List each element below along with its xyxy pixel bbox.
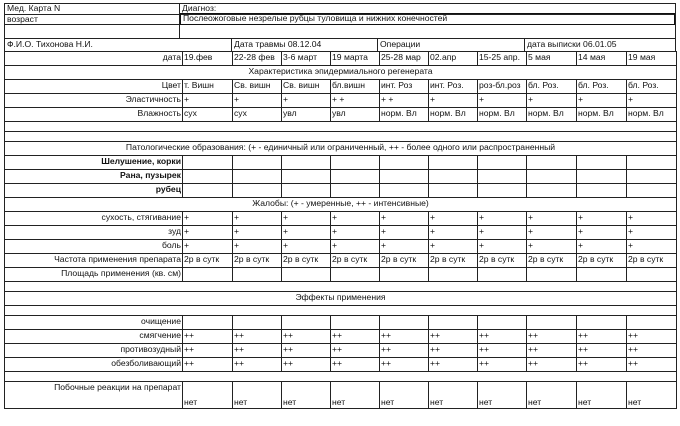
- value-cell: увл: [282, 108, 331, 122]
- date-cell: 19 марта: [331, 52, 380, 66]
- value-cell: +: [233, 94, 282, 108]
- value-cell: сух: [233, 108, 282, 122]
- side-effects-row: [5, 382, 677, 409]
- date-row-label: дата: [5, 52, 183, 66]
- value-cell: +: [627, 212, 677, 226]
- value-cell: [331, 316, 380, 330]
- empty-cell: [331, 156, 380, 170]
- discharge-date: дата выписки 06.01.05: [527, 39, 617, 49]
- date-row: [5, 52, 677, 66]
- med-card-number-label: Мед. Карта N: [7, 3, 61, 13]
- empty-cell: [233, 184, 282, 198]
- diagnosis-box: [180, 13, 675, 25]
- value-cell: +: [527, 94, 577, 108]
- date-cell: 19 мая: [627, 52, 677, 66]
- epidermis-row: [5, 94, 677, 108]
- side-effect-cell: нет: [331, 382, 380, 409]
- blank-cell: [5, 132, 677, 142]
- value-cell: ++: [478, 344, 527, 358]
- observation-table: [4, 51, 677, 409]
- value-cell: [233, 316, 282, 330]
- side-effect-cell: нет: [282, 382, 331, 409]
- patient-name: Ф.И.О. Тихонова Н.И.: [7, 39, 93, 49]
- value-cell: ++: [429, 330, 478, 344]
- value-cell: +: [380, 226, 429, 240]
- value-cell: [527, 316, 577, 330]
- empty-cell: [429, 184, 478, 198]
- blank-row: [5, 372, 677, 382]
- value-cell: 2р в сутк: [183, 254, 233, 268]
- pathology-row: [5, 156, 677, 170]
- value-cell: ++: [282, 344, 331, 358]
- value-cell: [183, 268, 233, 282]
- value-cell: [282, 316, 331, 330]
- empty-cell: [183, 170, 233, 184]
- blank-row: [5, 122, 677, 132]
- value-cell: +: [577, 240, 627, 254]
- value-cell: +: [183, 94, 233, 108]
- value-cell: Св. вишн: [233, 80, 282, 94]
- value-cell: сух: [183, 108, 233, 122]
- value-cell: [627, 316, 677, 330]
- row-label: зуд: [5, 226, 183, 240]
- empty-cell: [331, 184, 380, 198]
- empty-cell: [233, 170, 282, 184]
- empty-cell: [380, 156, 429, 170]
- diagnosis-label: Диагноз:: [182, 3, 217, 13]
- empty-cell: [627, 156, 677, 170]
- value-cell: +: [627, 94, 677, 108]
- value-cell: [429, 316, 478, 330]
- value-cell: т. Вишн: [183, 80, 233, 94]
- value-cell: [380, 316, 429, 330]
- date-cell: 15-25 апр.: [478, 52, 527, 66]
- row-label: противозудный: [5, 344, 183, 358]
- section-title: Жалобы: (+ - умеренные, ++ - интенсивные): [5, 198, 677, 212]
- blank-row: [5, 132, 677, 142]
- effect-row: [5, 316, 677, 330]
- row-label: очищение: [5, 316, 183, 330]
- value-cell: [233, 268, 282, 282]
- value-cell: +: [282, 94, 331, 108]
- value-cell: бл. Роз.: [577, 80, 627, 94]
- value-cell: ++: [577, 358, 627, 372]
- date-cell: 02.апр: [429, 52, 478, 66]
- value-cell: +: [183, 226, 233, 240]
- blank-row: [5, 306, 677, 316]
- value-cell: 2р в сутк: [478, 254, 527, 268]
- value-cell: +: [380, 240, 429, 254]
- value-cell: +: [478, 212, 527, 226]
- empty-cell: [478, 184, 527, 198]
- empty-cell: [577, 156, 627, 170]
- value-cell: увл: [331, 108, 380, 122]
- empty-cell: [233, 156, 282, 170]
- value-cell: ++: [380, 358, 429, 372]
- empty-cell: [478, 156, 527, 170]
- value-cell: ++: [183, 358, 233, 372]
- value-cell: +: [183, 240, 233, 254]
- value-cell: +: [282, 226, 331, 240]
- value-cell: [380, 268, 429, 282]
- date-cell: 3-6 март: [282, 52, 331, 66]
- complaint-row: [5, 240, 677, 254]
- side-effect-cell: нет: [478, 382, 527, 409]
- value-cell: +: [233, 212, 282, 226]
- value-cell: ++: [233, 344, 282, 358]
- empty-cell: [577, 170, 627, 184]
- empty-cell: [527, 184, 577, 198]
- empty-cell: [627, 170, 677, 184]
- empty-cell: [429, 170, 478, 184]
- value-cell: ++: [331, 358, 380, 372]
- date-cell: 25-28 мар: [380, 52, 429, 66]
- side-effect-cell: нет: [380, 382, 429, 409]
- value-cell: ++: [331, 330, 380, 344]
- empty-cell: [282, 184, 331, 198]
- empty-cell: [429, 156, 478, 170]
- value-cell: Св. вишн: [282, 80, 331, 94]
- value-cell: ++: [577, 330, 627, 344]
- pathology-label: рубец: [5, 184, 183, 198]
- side-effect-cell: нет: [429, 382, 478, 409]
- complaint-row: [5, 268, 677, 282]
- side-effect-cell: нет: [577, 382, 627, 409]
- value-cell: норм. Вл: [577, 108, 627, 122]
- value-cell: +: [233, 240, 282, 254]
- value-cell: +: [429, 212, 478, 226]
- blank-row: [5, 282, 677, 292]
- diagnosis-text: Послеожоговые незрелые рубцы туловища и нижних конечностей: [183, 13, 448, 23]
- value-cell: +: [478, 226, 527, 240]
- value-cell: [331, 268, 380, 282]
- pathology-row: [5, 184, 677, 198]
- value-cell: 2р в сутк: [429, 254, 478, 268]
- value-cell: [183, 316, 233, 330]
- side-effect-cell: нет: [183, 382, 233, 409]
- value-cell: бл. Роз.: [627, 80, 677, 94]
- row-label: смягчение: [5, 330, 183, 344]
- value-cell: ++: [380, 330, 429, 344]
- empty-cell: [380, 184, 429, 198]
- value-cell: ++: [478, 330, 527, 344]
- blank-cell: [5, 282, 677, 292]
- pathology-label: Рана, пузырек: [5, 170, 183, 184]
- empty-cell: [627, 184, 677, 198]
- value-cell: 2р в сутк: [527, 254, 577, 268]
- value-cell: [577, 316, 627, 330]
- date-cell: 14 мая: [577, 52, 627, 66]
- side-effect-cell: нет: [527, 382, 577, 409]
- value-cell: +: [331, 240, 380, 254]
- value-cell: +: [627, 240, 677, 254]
- value-cell: +: [627, 226, 677, 240]
- effects-section-title: [5, 292, 677, 306]
- effect-row: [5, 344, 677, 358]
- value-cell: ++: [183, 344, 233, 358]
- date-cell: 5 мая: [527, 52, 577, 66]
- value-cell: ++: [183, 330, 233, 344]
- value-cell: 2р в сутк: [282, 254, 331, 268]
- value-cell: ++: [429, 344, 478, 358]
- blank-cell: [5, 306, 677, 316]
- row-label: Цвет: [5, 80, 183, 94]
- epidermis-row: [5, 80, 677, 94]
- date-cell: 19.фев: [183, 52, 233, 66]
- value-cell: ++: [527, 358, 577, 372]
- value-cell: +: [282, 240, 331, 254]
- value-cell: 2р в сутк: [233, 254, 282, 268]
- value-cell: норм. Вл: [527, 108, 577, 122]
- value-cell: +: [183, 212, 233, 226]
- value-cell: 2р в сутк: [380, 254, 429, 268]
- section-title: Эффекты применения: [5, 292, 677, 306]
- complaint-row: [5, 254, 677, 268]
- empty-cell: [282, 156, 331, 170]
- value-cell: ++: [233, 358, 282, 372]
- value-cell: ++: [527, 330, 577, 344]
- section-title: Характеристика эпидермиального регенерата: [5, 66, 677, 80]
- value-cell: +: [331, 226, 380, 240]
- value-cell: +: [527, 212, 577, 226]
- effect-row: [5, 358, 677, 372]
- value-cell: ++: [627, 344, 677, 358]
- trauma-date: Дата травмы 08.12.04: [234, 39, 322, 49]
- patient-header: [4, 3, 676, 51]
- empty-cell: [577, 184, 627, 198]
- value-cell: инт. Роз.: [429, 80, 478, 94]
- value-cell: [478, 268, 527, 282]
- epidermis-row: [5, 108, 677, 122]
- value-cell: +: [478, 240, 527, 254]
- value-cell: [429, 268, 478, 282]
- empty-cell: [183, 184, 233, 198]
- value-cell: бл. Роз.: [527, 80, 577, 94]
- value-cell: ++: [577, 344, 627, 358]
- value-cell: 2р в сутк: [577, 254, 627, 268]
- age-label: возраст: [7, 14, 38, 24]
- value-cell: ++: [627, 358, 677, 372]
- row-label: обезболивающий: [5, 358, 183, 372]
- section-title: Патологические образования: (+ - единичный или ограниченный, ++ - более одного или распространенный: [5, 142, 677, 156]
- value-cell: +: [331, 212, 380, 226]
- row-label: Эластичность: [5, 94, 183, 108]
- value-cell: [282, 268, 331, 282]
- value-cell: [478, 316, 527, 330]
- value-cell: +: [380, 212, 429, 226]
- value-cell: 2р в сутк: [331, 254, 380, 268]
- value-cell: бл.вишн: [331, 80, 380, 94]
- empty-cell: [282, 170, 331, 184]
- value-cell: +: [527, 226, 577, 240]
- row-label: Площадь применения (кв. см): [5, 268, 183, 282]
- empty-cell: [527, 170, 577, 184]
- value-cell: ++: [478, 358, 527, 372]
- value-cell: ++: [527, 344, 577, 358]
- row-label: боль: [5, 240, 183, 254]
- complaints-section-title: [5, 198, 677, 212]
- complaint-row: [5, 212, 677, 226]
- row-label: Частота применения препарата: [5, 254, 183, 268]
- value-cell: ++: [627, 330, 677, 344]
- value-cell: +: [577, 212, 627, 226]
- value-cell: +: [429, 94, 478, 108]
- value-cell: ++: [282, 358, 331, 372]
- value-cell: +: [577, 226, 627, 240]
- value-cell: +: [233, 226, 282, 240]
- value-cell: норм. Вл: [429, 108, 478, 122]
- pathology-row: [5, 170, 677, 184]
- date-cell: 22-28 фев: [233, 52, 282, 66]
- operations-label: Операции: [380, 39, 421, 49]
- value-cell: норм. Вл: [380, 108, 429, 122]
- complaint-row: [5, 226, 677, 240]
- value-cell: ++: [380, 344, 429, 358]
- side-effect-cell: нет: [627, 382, 677, 409]
- value-cell: ++: [429, 358, 478, 372]
- value-cell: ++: [331, 344, 380, 358]
- empty-cell: [478, 170, 527, 184]
- value-cell: +: [429, 240, 478, 254]
- empty-cell: [331, 170, 380, 184]
- row-label: Влажность: [5, 108, 183, 122]
- epidermis-section-title: [5, 66, 677, 80]
- value-cell: роз-бл.роз: [478, 80, 527, 94]
- empty-cell: [380, 170, 429, 184]
- value-cell: +: [577, 94, 627, 108]
- effect-row: [5, 330, 677, 344]
- value-cell: [627, 268, 677, 282]
- pathology-section-title: [5, 142, 677, 156]
- value-cell: ++: [282, 330, 331, 344]
- value-cell: +: [478, 94, 527, 108]
- row-label: сухость, стягивание: [5, 212, 183, 226]
- value-cell: 2р в сутк: [627, 254, 677, 268]
- value-cell: норм. Вл: [478, 108, 527, 122]
- value-cell: инт. Роз: [380, 80, 429, 94]
- empty-cell: [527, 156, 577, 170]
- empty-cell: [183, 156, 233, 170]
- side-effect-cell: нет: [233, 382, 282, 409]
- value-cell: +: [282, 212, 331, 226]
- side-effects-label: Побочные реакции на препарат: [5, 382, 183, 409]
- value-cell: [577, 268, 627, 282]
- value-cell: норм. Вл: [627, 108, 677, 122]
- value-cell: + +: [331, 94, 380, 108]
- value-cell: ++: [233, 330, 282, 344]
- pathology-label: Шелушение, корки: [5, 156, 183, 170]
- value-cell: + +: [380, 94, 429, 108]
- value-cell: +: [527, 240, 577, 254]
- value-cell: +: [429, 226, 478, 240]
- blank-cell: [5, 372, 677, 382]
- medical-record-sheet: [4, 3, 676, 419]
- blank-cell: [5, 122, 677, 132]
- value-cell: [527, 268, 577, 282]
